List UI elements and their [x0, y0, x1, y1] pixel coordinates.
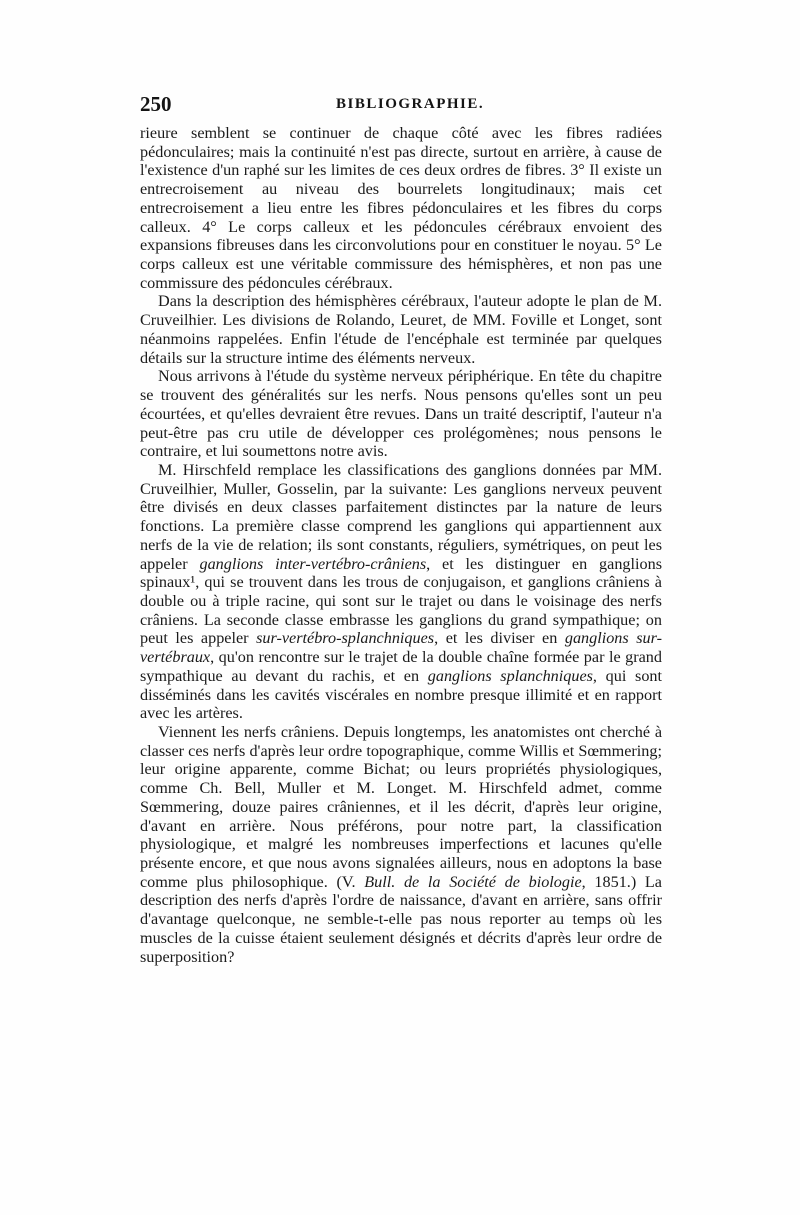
body-text	[140, 124, 662, 966]
italic-term: ganglions sur-vertébraux	[140, 629, 662, 667]
text-run: M. Hirschfeld remplace les classifications des ganglions données par MM. Cruveilhier, Muller, Gosselin, par la suivante: Les ganglions nerveux peuvent être divisés en deux classes parfaitement distinctes par la nature de leurs fonctions. La première classe comprend les ganglions qui appartiennent aux nerfs de la vie de relation; ils sont constants, réguliers, symétriques, on peut les appeler	[140, 460, 662, 573]
text-run: , qui sont disséminés dans les cavités viscérales en nombre presque illimité et en rapport avec les artères.	[140, 666, 662, 723]
italic-term: ganglions splanchniques	[427, 666, 593, 685]
paragraph-3	[140, 367, 662, 461]
page-number: 250	[140, 92, 172, 116]
text-run: , 1851.) La description des nerfs d'après l'ordre de naissance, d'avant en arrière, sans offrir d'avantage quelconque, ne semble-t-elle pas nous reporter au temps où les muscles de la cuisse étaient seulement désignés et décrits d'après leur ordre de superposition?	[140, 872, 662, 966]
text-run: rieure semblent se continuer de chaque côté avec les fibres radiées pédonculaires; mais la continuité n'est pas directe, surtout en arrière, à cause de l'existence d'un raphé sur les limites de ces deux ordres de fibres. 3° Il existe un entrecroisement au niveau des bourrelets longitudinaux; mais cet entrecroisement a lieu entre les fibres pédonculaires et les fibres du corps calleux. 4° Le corps calleux et les pédoncules cérébraux envoient des expansions fibreuses dans les circonvolutions pour en constituer le noyau. 5° Le corps calleux est une véritable commissure des hémisphères, et non pas une commissure des pédoncules cérébraux.	[140, 124, 662, 292]
page-header	[140, 92, 660, 118]
text-run: Nous arrivons à l'étude du système nerveux périphérique. En tête du chapitre se trouvent des généralités sur les nerfs. Nous pensons qu'elles sont un peu écourtées, et qu'elles devraient être revues. Dans un traité descriptif, l'auteur n'a peut-être pas cru utile de développer ces prolégomènes; nous pensons le contraire, et lui soumettons notre avis.	[140, 367, 662, 461]
running-title: BIBLIOGRAPHIE.	[336, 96, 485, 112]
text-run: Dans la description des hémisphères cérébraux, l'auteur adopte le plan de M. Cruveilhier. Les divisions de Rolando, Leuret, de MM. Foville et Longet, sont néanmoins rappelées. Enfin l'étude de l'encéphale est terminée par quelques détails sur la structure intime des éléments nerveux.	[140, 292, 662, 367]
text-run: , et les distinguer en ganglions spinaux¹, qui se trouvent dans les trous de conjugaison, et ganglions crâniens à double ou à triple racine, qui sont sur le trajet ou dans le voisinage des nerfs crâniens. La seconde classe embrasse les ganglions du grand sympathique; on peut les appeler	[140, 554, 662, 648]
text-run: Viennent les nerfs crâniens. Depuis longtemps, les anatomistes ont cherché à classer ces nerfs d'après leur ordre topographique, comme Willis et Sœmmering; leur origine apparente, comme Bichat; ou leurs propriétés physiologiques, comme Ch. Bell, Muller et M. Longet. M. Hirschfeld admet, comme Sœmmering, douze paires crâniennes, et il les décrit, d'après leur origine, d'avant en arrière. Nous préférons, pour notre part, la classification physiologique, et malgré les nombreuses imperfections et lacunes qu'elle présente encore, et que nous avons signalées ailleurs, nous en adoptons la base comme plus philosophique. (V.	[140, 723, 662, 891]
paragraph-1	[140, 124, 662, 292]
italic-term: ganglions inter-vertébro-crâniens	[199, 554, 427, 573]
paragraph-4	[140, 461, 662, 723]
text-run: , qu'on rencontre sur le trajet de la double chaîne formée par le grand sympathique au devant du rachis, et en	[140, 648, 662, 685]
paragraph-5	[140, 723, 662, 966]
italic-term: Bull. de la Société de biologie	[364, 872, 582, 891]
italic-term: sur-vertébro-splanchniques	[256, 629, 435, 648]
paragraph-2	[140, 292, 662, 367]
text-run: , et les diviser en	[434, 629, 565, 648]
